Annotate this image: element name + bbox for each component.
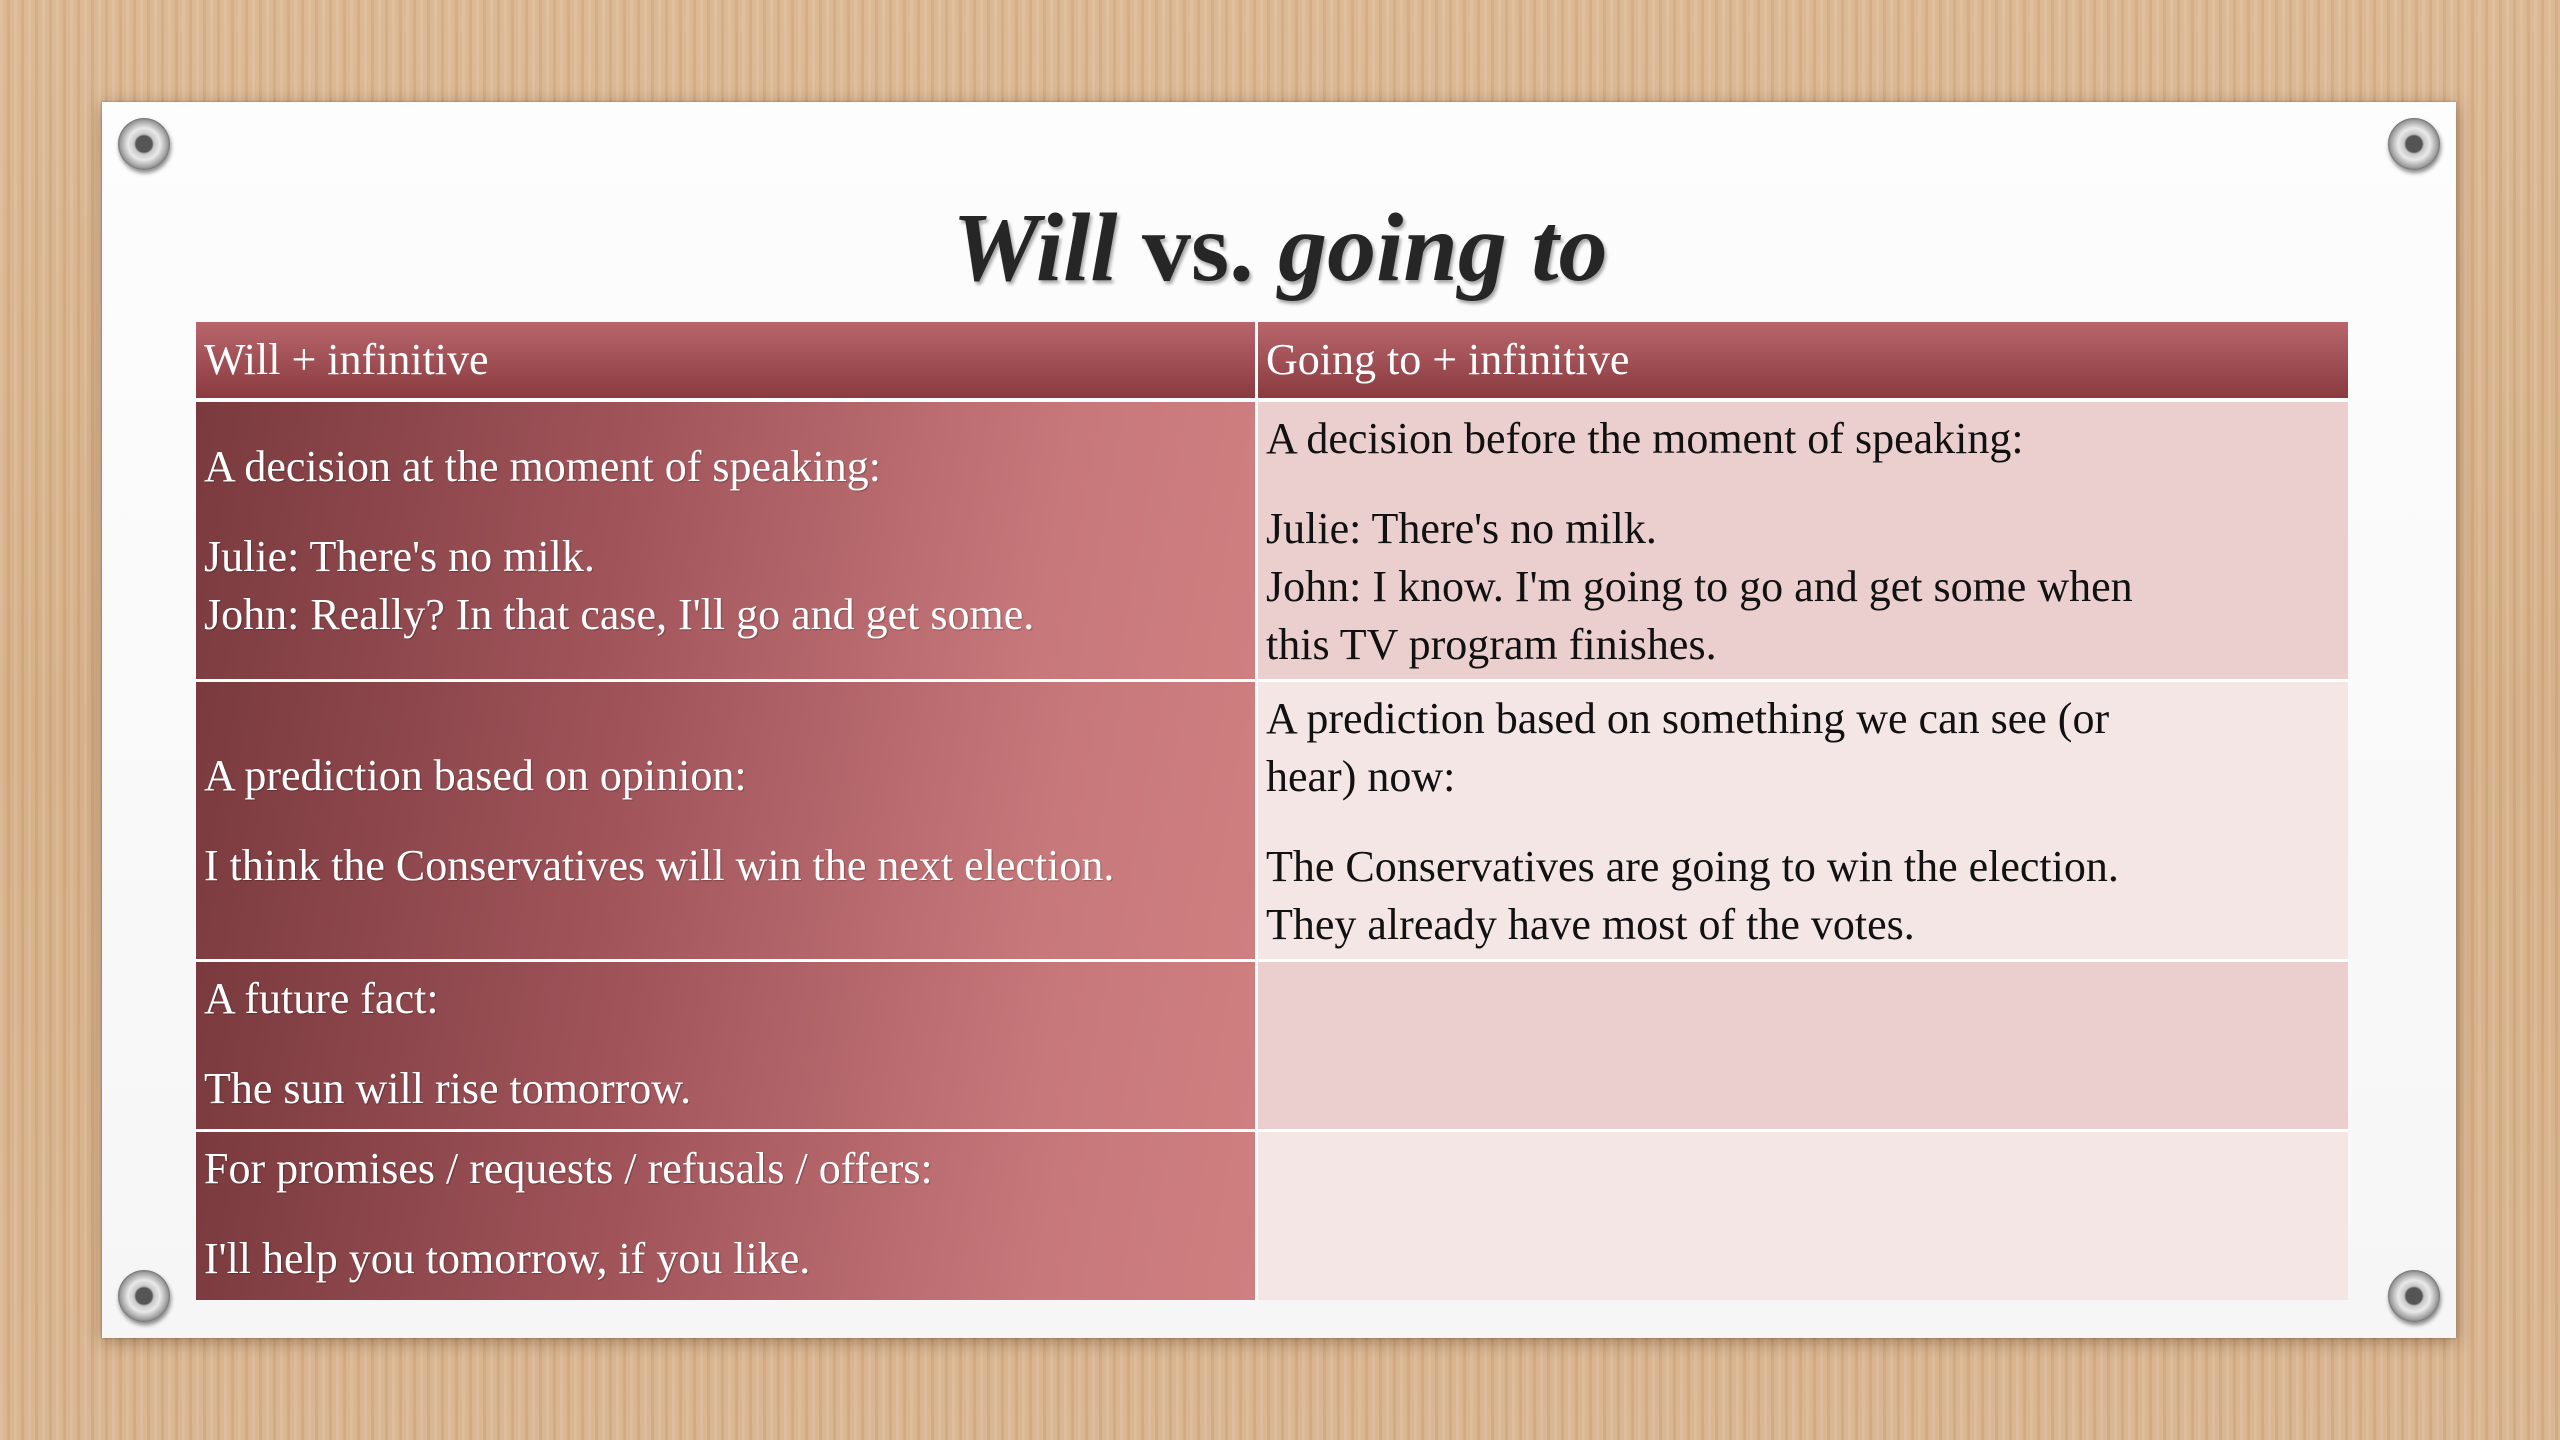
page-title bbox=[0, 188, 2560, 308]
pin-icon bbox=[118, 118, 170, 170]
row-promises-will bbox=[196, 1132, 1258, 1300]
header-going-to: Going to + infinitive bbox=[1258, 322, 2348, 402]
header-will: Will + infinitive bbox=[196, 322, 1258, 402]
cell-example-line: John: Really? In that case, I'll go and get some. bbox=[204, 589, 1035, 639]
cell-heading-line: A prediction based on something we can see (or bbox=[1266, 694, 2110, 743]
row-decision-going-to bbox=[1258, 402, 2348, 682]
row-future-fact-going-to bbox=[1258, 962, 2348, 1132]
comparison-table bbox=[196, 322, 2348, 1300]
row-promises-going-to bbox=[1258, 1132, 2348, 1300]
cell-example-line: They already have most of the votes. bbox=[1266, 900, 1915, 949]
row-future-fact-will bbox=[196, 962, 1258, 1132]
pin-icon bbox=[2388, 1270, 2440, 1322]
pin-icon bbox=[2388, 118, 2440, 170]
cell-heading: A decision before the moment of speaking: bbox=[1266, 414, 2024, 463]
cell-example-line: Julie: There's no milk. bbox=[204, 531, 595, 581]
pin-icon bbox=[118, 1270, 170, 1322]
cell-example-line: The sun will rise tomorrow. bbox=[204, 1064, 692, 1113]
row-prediction-going-to bbox=[1258, 682, 2348, 962]
cell-heading: A prediction based on opinion: bbox=[204, 750, 747, 800]
cell-example-line: The Conservatives are going to win the election. bbox=[1266, 842, 2119, 891]
title-going-to: going to bbox=[1278, 194, 1608, 302]
cell-example-line: John: I know. I'm going to go and get some when bbox=[1266, 562, 2133, 611]
row-decision-will bbox=[196, 402, 1258, 682]
cell-heading: A decision at the moment of speaking: bbox=[204, 441, 881, 491]
cell-example-line: I think the Conservatives will win the next election. bbox=[204, 840, 1115, 890]
cell-heading-line: hear) now: bbox=[1266, 752, 1456, 801]
cell-heading: A future fact: bbox=[204, 974, 439, 1023]
cell-example-line: I'll help you tomorrow, if you like. bbox=[204, 1234, 811, 1283]
title-will: Will bbox=[952, 194, 1118, 302]
cell-example-line: this TV program finishes. bbox=[1266, 620, 1717, 669]
cell-heading: For promises / requests / refusals / offers: bbox=[204, 1144, 933, 1193]
title-vs: vs. bbox=[1142, 194, 1254, 302]
row-prediction-will bbox=[196, 682, 1258, 962]
cell-example-line: Julie: There's no milk. bbox=[1266, 504, 1657, 553]
